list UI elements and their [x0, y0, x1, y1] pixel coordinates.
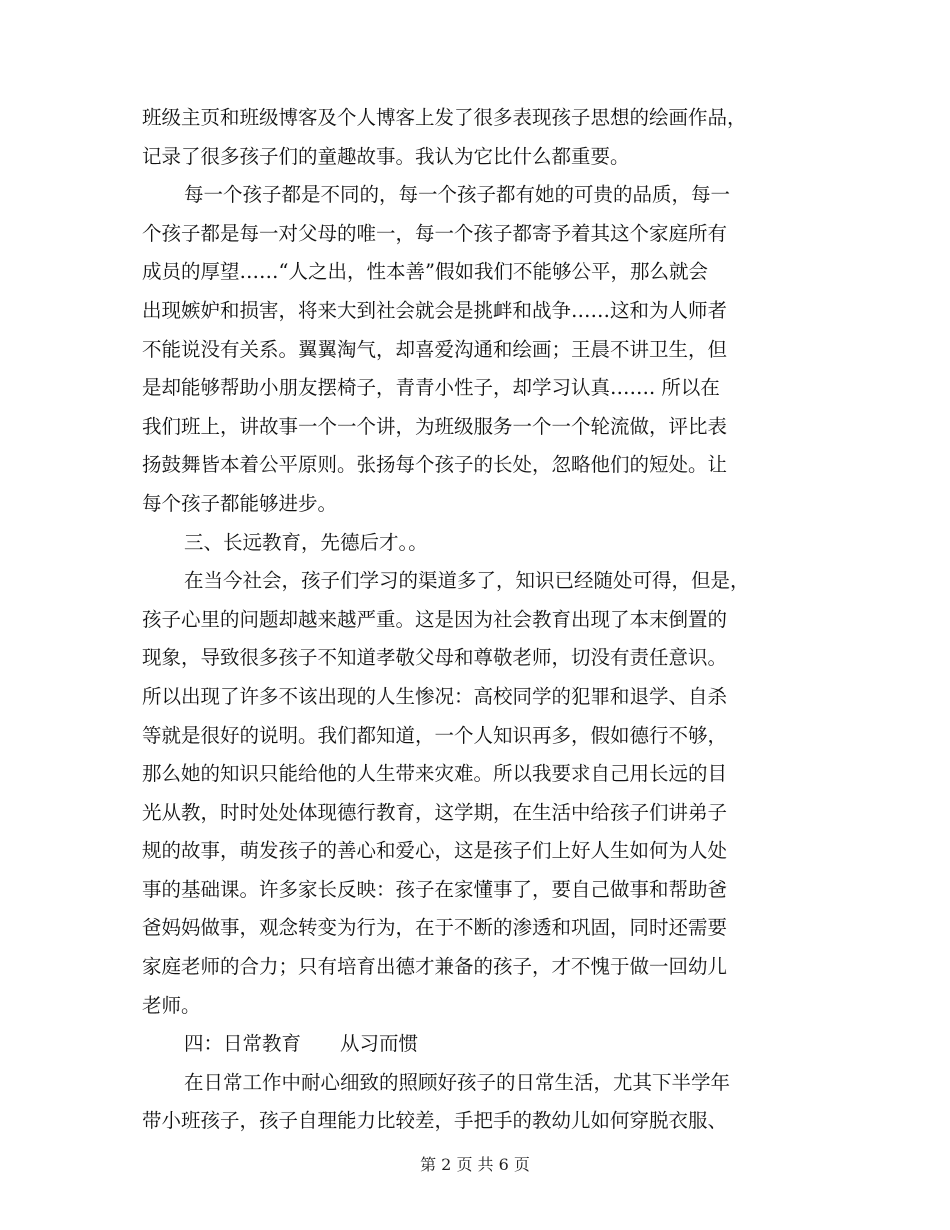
- text-line: 老师。: [142, 993, 201, 1017]
- text-line: 我们班上，讲故事一个一个讲，为班级服务一个一个轮流做，评比表: [142, 414, 728, 438]
- text-line: 每一个孩子都是不同的，每一个孩子都有她的可贵的品质，每一: [184, 183, 731, 207]
- text-line: 在日常工作中耐心细致的照顾好孩子的日常生活，尤其下半学年: [184, 1070, 731, 1094]
- text-line: 规的故事，萌发孩子的善心和爱心，这是孩子们上好人生如何为人处: [142, 839, 728, 863]
- text-line: 出现嫉妒和损害，将来大到社会就会是挑衅和战争……这和为人师者: [142, 298, 728, 322]
- body-text: [142, 99, 812, 1141]
- text-line: 现象，导致很多孩子不知道孝敬父母和尊敬老师，切没有责任意识。: [142, 646, 728, 670]
- text-line: 每个孩子都能够进步。: [142, 491, 338, 515]
- text-line: 三、长远教育，先德后才。。: [184, 530, 428, 554]
- text-line: 爸妈妈做事，观念转变为行为，在于不断的渗透和巩固，同时还需要: [142, 916, 728, 940]
- text-line: 记录了很多孩子们的童趣故事。我认为它比什么都重要。: [142, 144, 630, 168]
- text-line: 那么她的知识只能给他的人生带来灾难。所以我要求自己用长远的目: [142, 762, 728, 786]
- text-line: 班级主页和班级博客及个人博客上发了很多表现孩子思想的绘画作品，: [142, 106, 747, 129]
- text-line: 孩子心里的问题却越来越严重。这是因为社会教育出现了本末倒置的: [142, 607, 728, 631]
- text-line: 扬鼓舞皆本着公平原则。张扬每个孩子的长处，忽略他们的短处。让: [142, 453, 728, 477]
- text-line: 个孩子都是每一对父母的唯一，每一个孩子都寄予着其这个家庭所有: [142, 221, 728, 245]
- text-line: 不能说没有关系。翼翼淘气，却喜爱沟通和绘画；王晨不讲卫生，但: [142, 337, 728, 361]
- text-line: 所以出现了许多不该出现的人生惨况：高校同学的犯罪和退学、自杀: [142, 684, 728, 708]
- text-line: 带小班孩子，孩子自理能力比较差，手把手的教幼儿如何穿脱衣服、: [142, 1109, 728, 1133]
- text-line: 四：日常教育 从习而惯: [184, 1032, 419, 1056]
- page-footer: 第 2 页 共 6 页: [420, 1155, 530, 1174]
- text-line: 事的基础课。许多家长反映：孩子在家懂事了，要自己做事和帮助爸: [142, 877, 728, 901]
- text-line: 光从教，时时处处体现德行教育，这学期，在生活中给孩子们讲弟子: [142, 800, 728, 824]
- text-line: 是却能够帮助小朋友摆椅子，青青小性子，却学习认真……. 所以在: [142, 376, 720, 400]
- text-line: 家庭老师的合力；只有培育出德才兼备的孩子，才不愧于做一回幼儿: [142, 955, 728, 979]
- text-line: 成员的厚望……“人之出，性本善”假如我们不能够公平，那么就会: [142, 260, 708, 284]
- text-line: 等就是很好的说明。我们都知道，一个人知识再多，假如德行不够，: [142, 723, 728, 747]
- text-line: 在当今社会，孩子们学习的渠道多了，知识已经随处可得，但是，: [184, 569, 750, 593]
